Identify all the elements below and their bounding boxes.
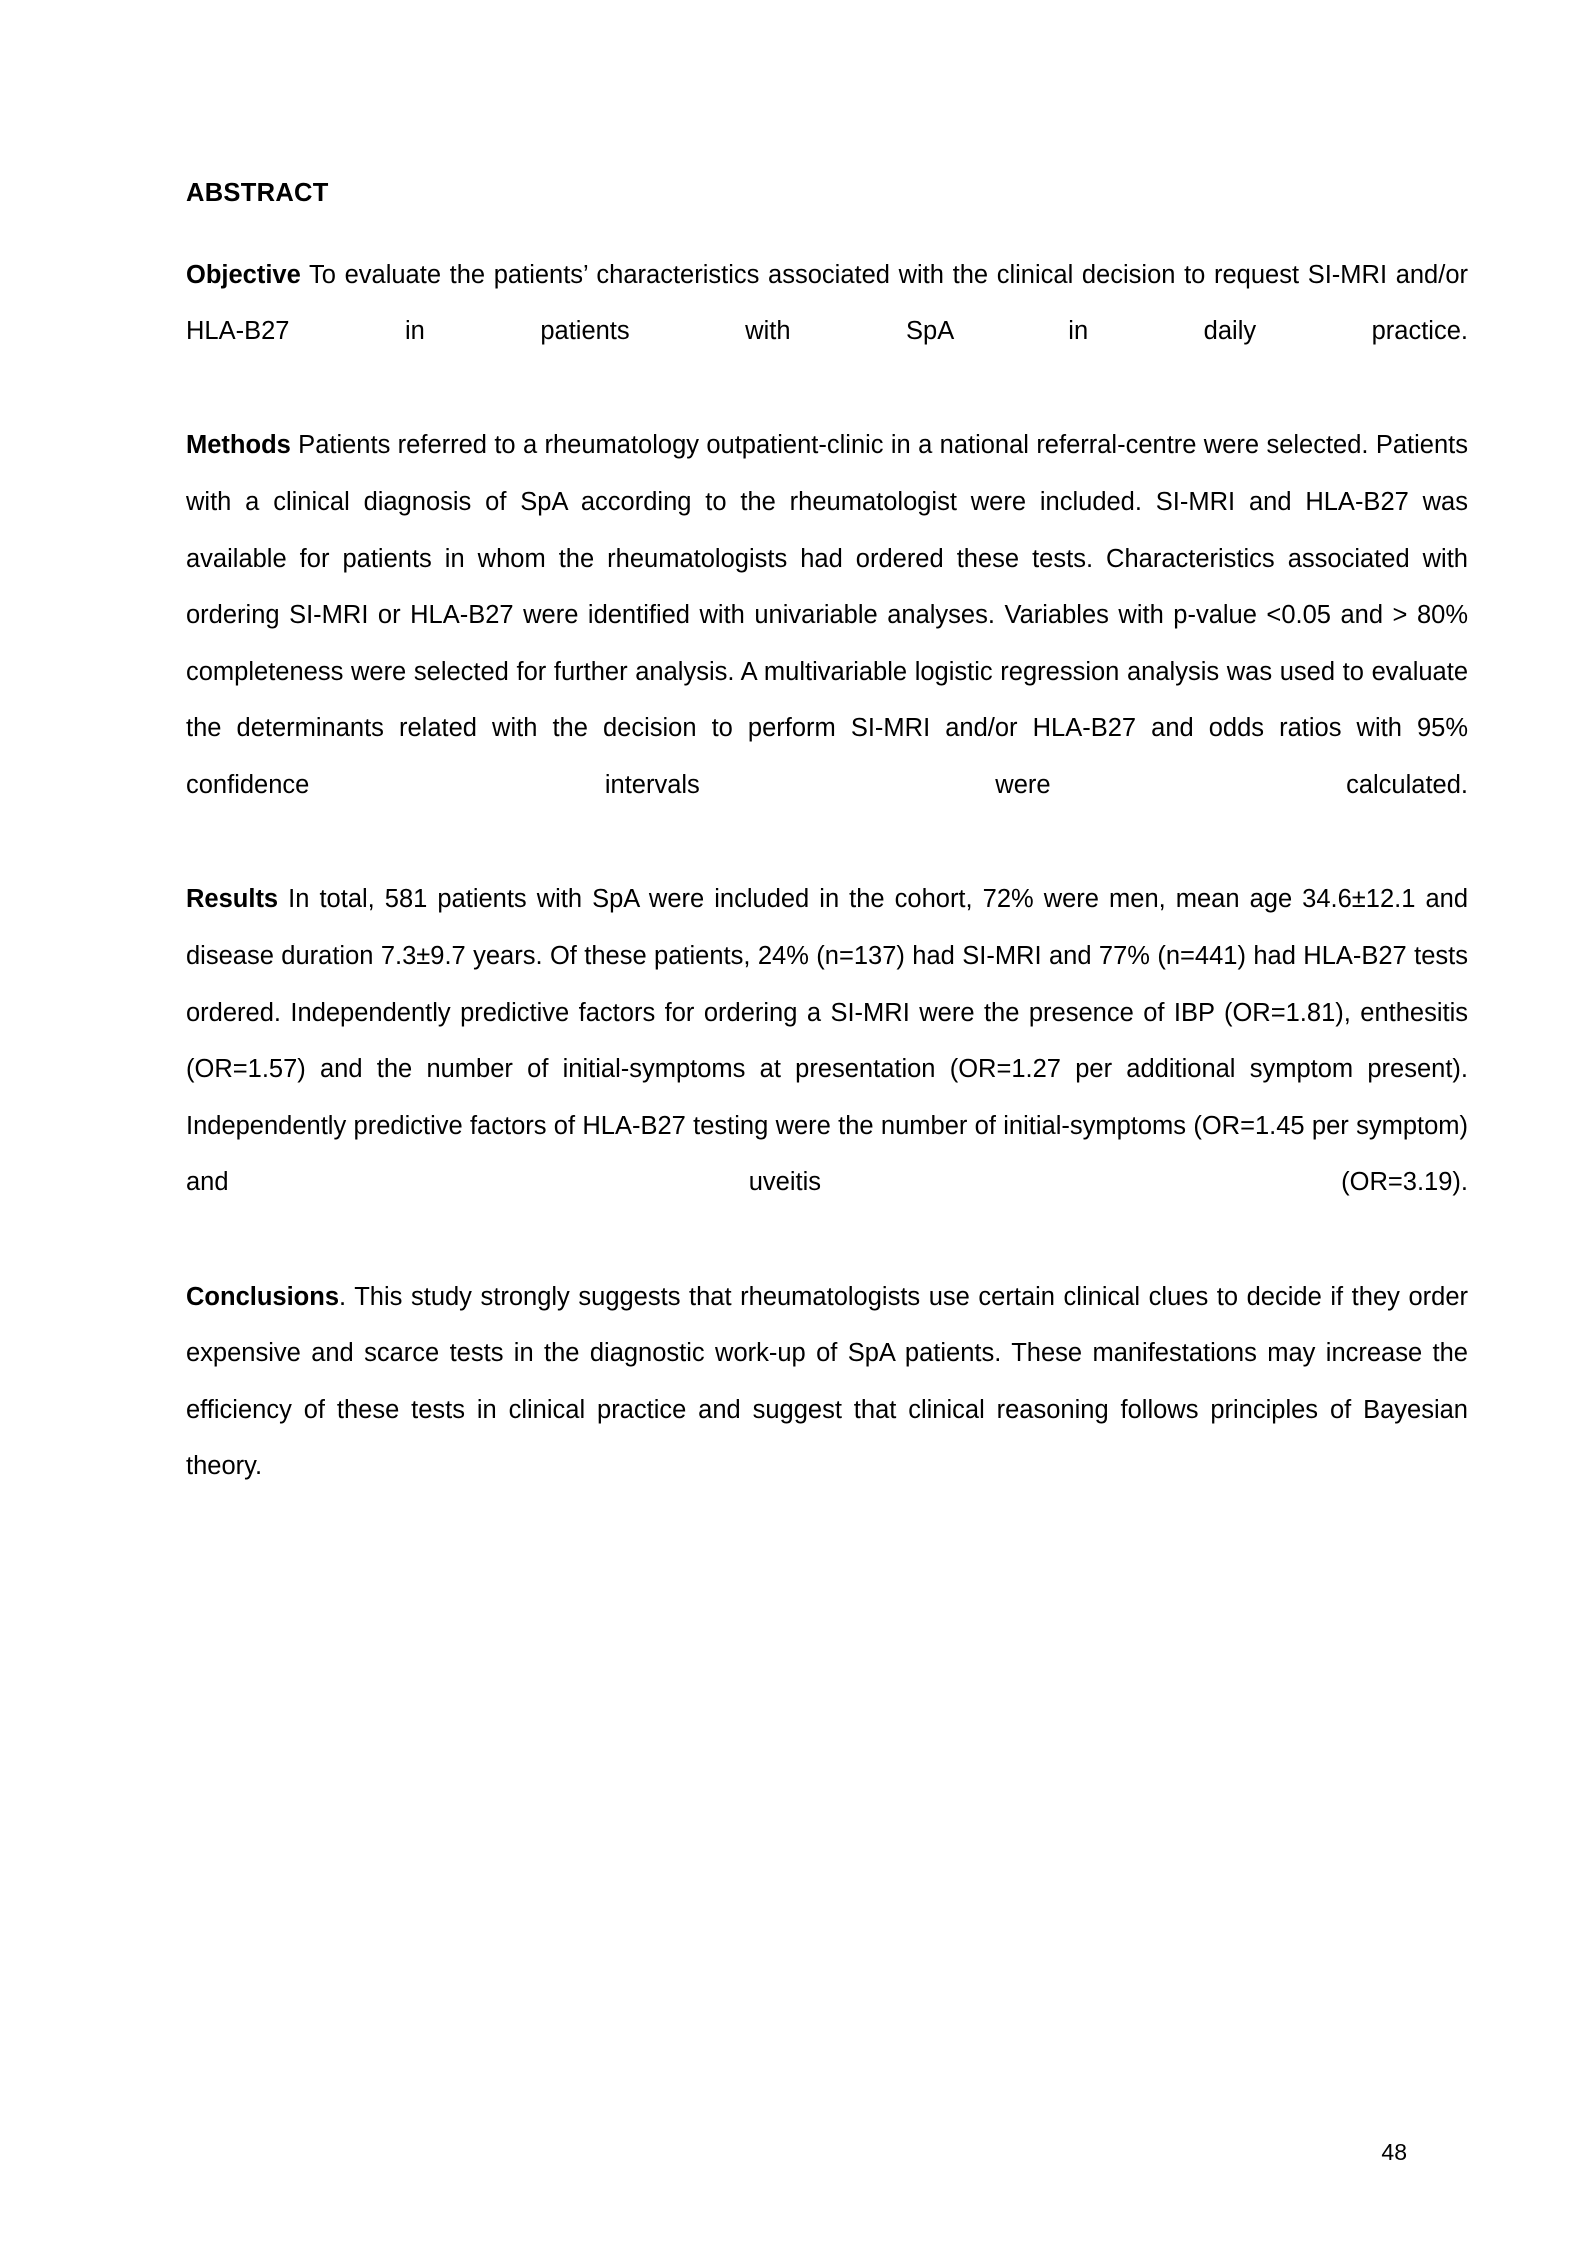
paragraph-label-results: Results <box>186 885 279 914</box>
abstract-body <box>186 178 1468 1553</box>
paragraph-text-objective: To evaluate the patients’ characteristics associated with the clinical decision to request SI-MRI and/or HLA-B27 in patients with SpA in daily practice. <box>186 260 1468 346</box>
page-number: 48 <box>1381 2139 1407 2165</box>
paragraph-label-objective: Objective <box>186 260 301 289</box>
paragraph-conclusions <box>186 1269 1468 1552</box>
paragraph-objective <box>186 247 1468 417</box>
paragraph-results <box>186 871 1468 1267</box>
paragraph-label-methods: Methods <box>186 431 291 460</box>
paragraph-text-conclusions: . This study strongly suggests that rheumatologists use certain clinical clues to decide if they order expensive and scarce tests in the diagnostic work-up of SpA patients. These manifestations may increase the efficiency of these tests in clinical practice and suggest that clinical reasoning follows principles of Bayesian theory. <box>186 1282 1468 1481</box>
paragraph-text-methods: Patients referred to a rheumatology outpatient-clinic in a national referral-centre were selected. Patients with a clinical diagnosis of SpA according to the rheumatologist were included. SI-MRI and HLA-B27 was available for patients in whom the rheumatologists had ordered these tests. Characteristics associated with ordering SI-MRI or HLA-B27 were identified with univariable analyses. Variables with p-value <0.05 and > 80% completeness were selected for further analysis. A multivariable logistic regression analysis was used to evaluate the determinants related with the decision to perform SI-MRI and/or HLA-B27 and odds ratios with 95% confidence intervals were calculated. <box>186 431 1468 800</box>
paragraph-text-results: In total, 581 patients with SpA were included in the cohort, 72% were men, mean age 34.6±12.1 and disease duration 7.3±9.7 years. Of these patients, 24% (n=137) had SI-MRI and 77% (n=441) had HLA-B27 tests ordered. Independently predictive factors for ordering a SI-MRI were the presence of IBP (OR=1.81), enthesitis (OR=1.57) and the number of initial-symptoms at presentation (OR=1.27 per additional symptom present). Independently predictive factors of HLA-B27 testing were the number of initial-symptoms (OR=1.45 per symptom) and uveitis (OR=3.19). <box>186 885 1468 1197</box>
abstract-heading: ABSTRACT <box>186 179 329 207</box>
paragraph-label-conclusions: Conclusions <box>186 1282 340 1311</box>
paragraph-methods <box>186 417 1468 870</box>
